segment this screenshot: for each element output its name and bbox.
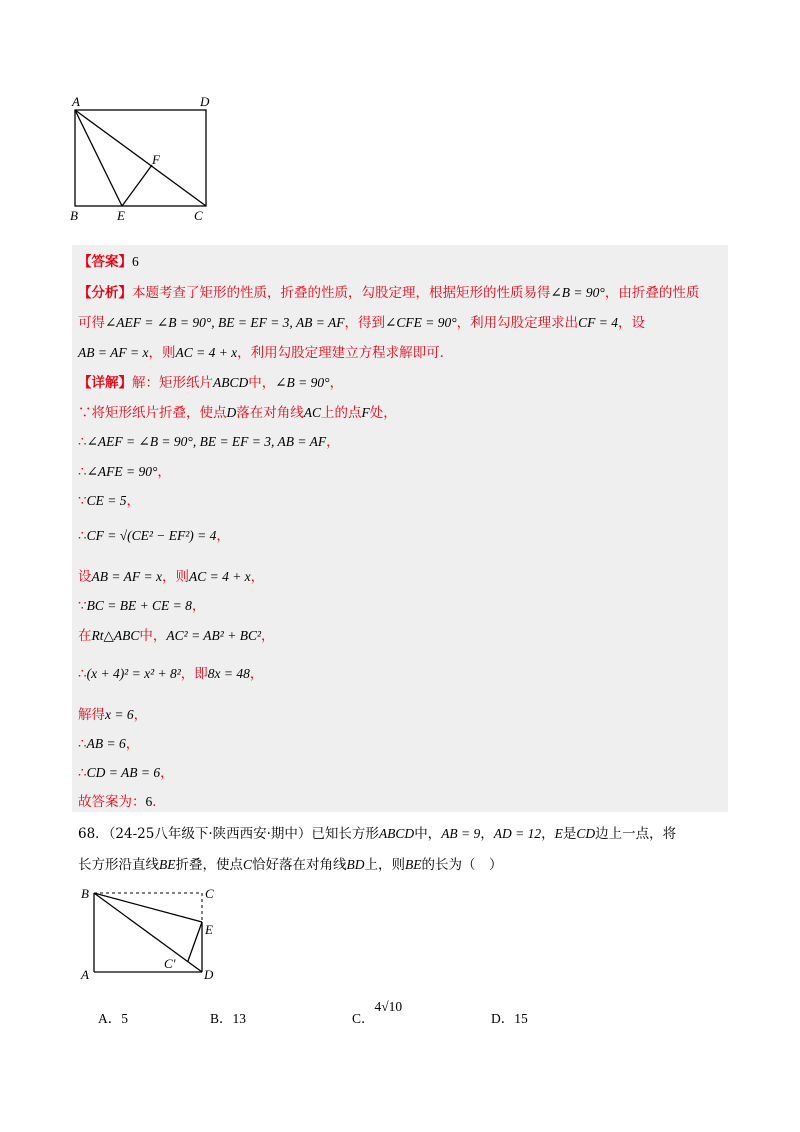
text: ， xyxy=(126,493,140,509)
math: ABCD xyxy=(213,375,249,390)
math: 6 xyxy=(145,794,153,809)
text: 中， xyxy=(139,628,167,644)
figure-fold-rectangle xyxy=(78,884,228,984)
math: BE xyxy=(405,857,422,872)
detail-line-14 xyxy=(78,792,166,812)
text: ， xyxy=(125,736,140,752)
detail-line-12 xyxy=(78,734,139,754)
text: ，利用勾股定理建立方程求解即可． xyxy=(237,345,454,361)
text: ∴ xyxy=(78,736,87,752)
text: 可得 xyxy=(78,315,105,331)
math: ∠AEF = ∠B = 90°, BE = EF = 3, AB = AF xyxy=(86,434,327,449)
answer-line xyxy=(78,252,139,272)
math: BE xyxy=(159,857,176,872)
math: ∠AEF = ∠B = 90°, BE = EF = 3, AB = AF xyxy=(105,315,345,330)
math: AB = 6 xyxy=(86,736,126,751)
text: ∴ xyxy=(78,464,87,480)
math: Rt△ABC xyxy=(91,628,140,643)
math: 8x = 48 xyxy=(207,666,250,681)
math: AC = 4 + x xyxy=(188,569,251,584)
label-C: C xyxy=(205,886,214,901)
text: ∵ xyxy=(78,493,87,509)
text: ， xyxy=(250,569,265,585)
math: AC = 4 + x xyxy=(175,345,238,360)
text: ， xyxy=(261,628,275,644)
label-A: A xyxy=(81,967,89,982)
text: 处， xyxy=(369,405,397,421)
text: ∵将矩形纸片折叠，使点 xyxy=(78,405,227,421)
math: CD = AB = 6 xyxy=(86,765,161,780)
math: D xyxy=(226,405,237,420)
text: 的长为（ ） xyxy=(421,857,503,873)
text: 边上一点，将 xyxy=(595,826,677,842)
label-E: E xyxy=(205,922,213,937)
math: BC = BE + CE = 8 xyxy=(86,598,192,613)
detail-line-9 xyxy=(78,626,275,646)
label-D: D xyxy=(204,967,214,982)
option-letter: C． xyxy=(352,1011,375,1026)
option-value: 4√10 xyxy=(374,999,403,1014)
text: ， xyxy=(133,707,148,723)
detail-line-11 xyxy=(78,705,147,725)
text: ∵ xyxy=(78,598,87,614)
detail-line-10 xyxy=(78,664,263,684)
detail-line-8 xyxy=(78,596,205,616)
text: ，由折叠的性质 xyxy=(604,285,700,301)
text: ，则 xyxy=(161,569,189,585)
text: 上的点 xyxy=(321,405,362,421)
math: C xyxy=(243,857,253,872)
math: (x + 4)² = x² + 8² xyxy=(86,666,181,681)
math: AB = AF = x xyxy=(91,569,162,584)
label-B: B xyxy=(70,208,78,222)
detail-line-7 xyxy=(78,567,264,587)
analysis-line-2 xyxy=(78,313,645,333)
text: ∴ xyxy=(78,434,87,450)
text: ，利用勾股定理求出 xyxy=(456,315,579,331)
option-value: 13 xyxy=(232,1011,247,1026)
text: ，设 xyxy=(618,315,645,331)
text: ， xyxy=(326,434,340,450)
math: BD xyxy=(346,857,365,872)
answer-tag: 【答案】 xyxy=(78,254,132,270)
text: 解得 xyxy=(78,707,105,723)
math: AC xyxy=(303,405,322,420)
text: 是 xyxy=(562,826,577,842)
math: CE = 5 xyxy=(86,493,127,508)
text: 落在对角线 xyxy=(236,405,304,421)
option-letter: D． xyxy=(491,1011,515,1026)
text: ， xyxy=(157,464,171,480)
text: 恰好落在对角线 xyxy=(252,857,347,873)
option-c[interactable] xyxy=(352,999,403,1027)
detail-line-4 xyxy=(78,462,171,482)
option-letter: A． xyxy=(98,1011,122,1026)
math: ∠B = 90° xyxy=(275,375,330,390)
math: AD = 12 xyxy=(493,826,542,841)
math: AB = AF = x xyxy=(78,345,149,360)
math: CD xyxy=(576,826,596,841)
answer-value: 6 xyxy=(132,254,139,269)
option-value: 5 xyxy=(121,1011,128,1026)
text: ， xyxy=(249,666,264,682)
detail-line-5 xyxy=(78,491,140,511)
text: ，得到 xyxy=(344,315,386,331)
option-value: 15 xyxy=(514,1011,528,1026)
text: ， xyxy=(191,598,206,614)
analysis-tag: 【分析】 xyxy=(78,285,132,301)
analysis-line-1 xyxy=(78,283,699,303)
text: ∴ xyxy=(78,666,87,682)
text: 本题考查了矩形的性质，折叠的性质，勾股定理，根据矩形的性质易得 xyxy=(132,285,551,301)
label-F: F xyxy=(152,152,160,167)
math: CF = √(CE² − EF²) = 4 xyxy=(86,528,217,543)
text: 中， xyxy=(248,375,276,391)
math: CF = 4 xyxy=(578,315,618,330)
detail-line-13 xyxy=(78,763,174,783)
detail-line-6 xyxy=(78,526,230,546)
text: ． xyxy=(152,794,166,810)
math: AC² = AB² + BC² xyxy=(166,628,262,643)
text: 折叠，使点 xyxy=(175,857,243,873)
math: ∠CFE = 90° xyxy=(385,315,457,330)
detail-line-2 xyxy=(78,403,397,423)
option-letter: B． xyxy=(210,1011,233,1026)
detail-tag: 【详解】 xyxy=(78,375,132,391)
label-B: B xyxy=(81,886,89,901)
label-E: E xyxy=(117,208,125,222)
analysis-line-3 xyxy=(78,343,453,363)
math: ABCD xyxy=(378,826,415,841)
text: 长方形沿直线 xyxy=(78,857,159,873)
option-a[interactable] xyxy=(98,1007,128,1027)
text: 故答案为： xyxy=(78,794,146,810)
text: ，即 xyxy=(180,666,208,682)
question-line-2 xyxy=(78,855,503,875)
math: ∠B = 90° xyxy=(550,285,605,300)
text: ， xyxy=(480,826,494,842)
detail-line-1 xyxy=(78,373,343,393)
text: 中， xyxy=(414,826,442,842)
option-b[interactable] xyxy=(210,1007,246,1027)
text: 68．（24-25八年级下·陕西西安·期中）已知长方形 xyxy=(78,826,379,842)
detail-line-3 xyxy=(78,432,340,452)
label-A: A xyxy=(72,94,80,109)
figure-rectangle-abcd xyxy=(66,92,226,222)
label-C: C xyxy=(194,208,203,222)
label-D: D xyxy=(200,94,210,109)
label-C-prime: C′ xyxy=(164,956,176,971)
text: ∴ xyxy=(78,765,87,781)
math: x = 6 xyxy=(105,707,134,722)
option-d[interactable] xyxy=(491,1007,528,1027)
math: AB = 9 xyxy=(441,826,481,841)
text: ∴ xyxy=(78,528,87,544)
math: ∠AFE = 90° xyxy=(86,464,158,479)
text: 在 xyxy=(78,628,92,644)
text: ， xyxy=(329,375,344,391)
question-line-1 xyxy=(78,824,676,844)
text: ，则 xyxy=(148,345,176,361)
math: E xyxy=(554,826,563,841)
text: 设 xyxy=(78,569,92,585)
text: ， xyxy=(541,826,555,842)
math: F xyxy=(361,405,370,420)
text: 解：矩形纸片 xyxy=(132,375,213,391)
text: ， xyxy=(160,765,174,781)
text: 上，则 xyxy=(364,857,406,873)
text: ， xyxy=(216,528,230,544)
